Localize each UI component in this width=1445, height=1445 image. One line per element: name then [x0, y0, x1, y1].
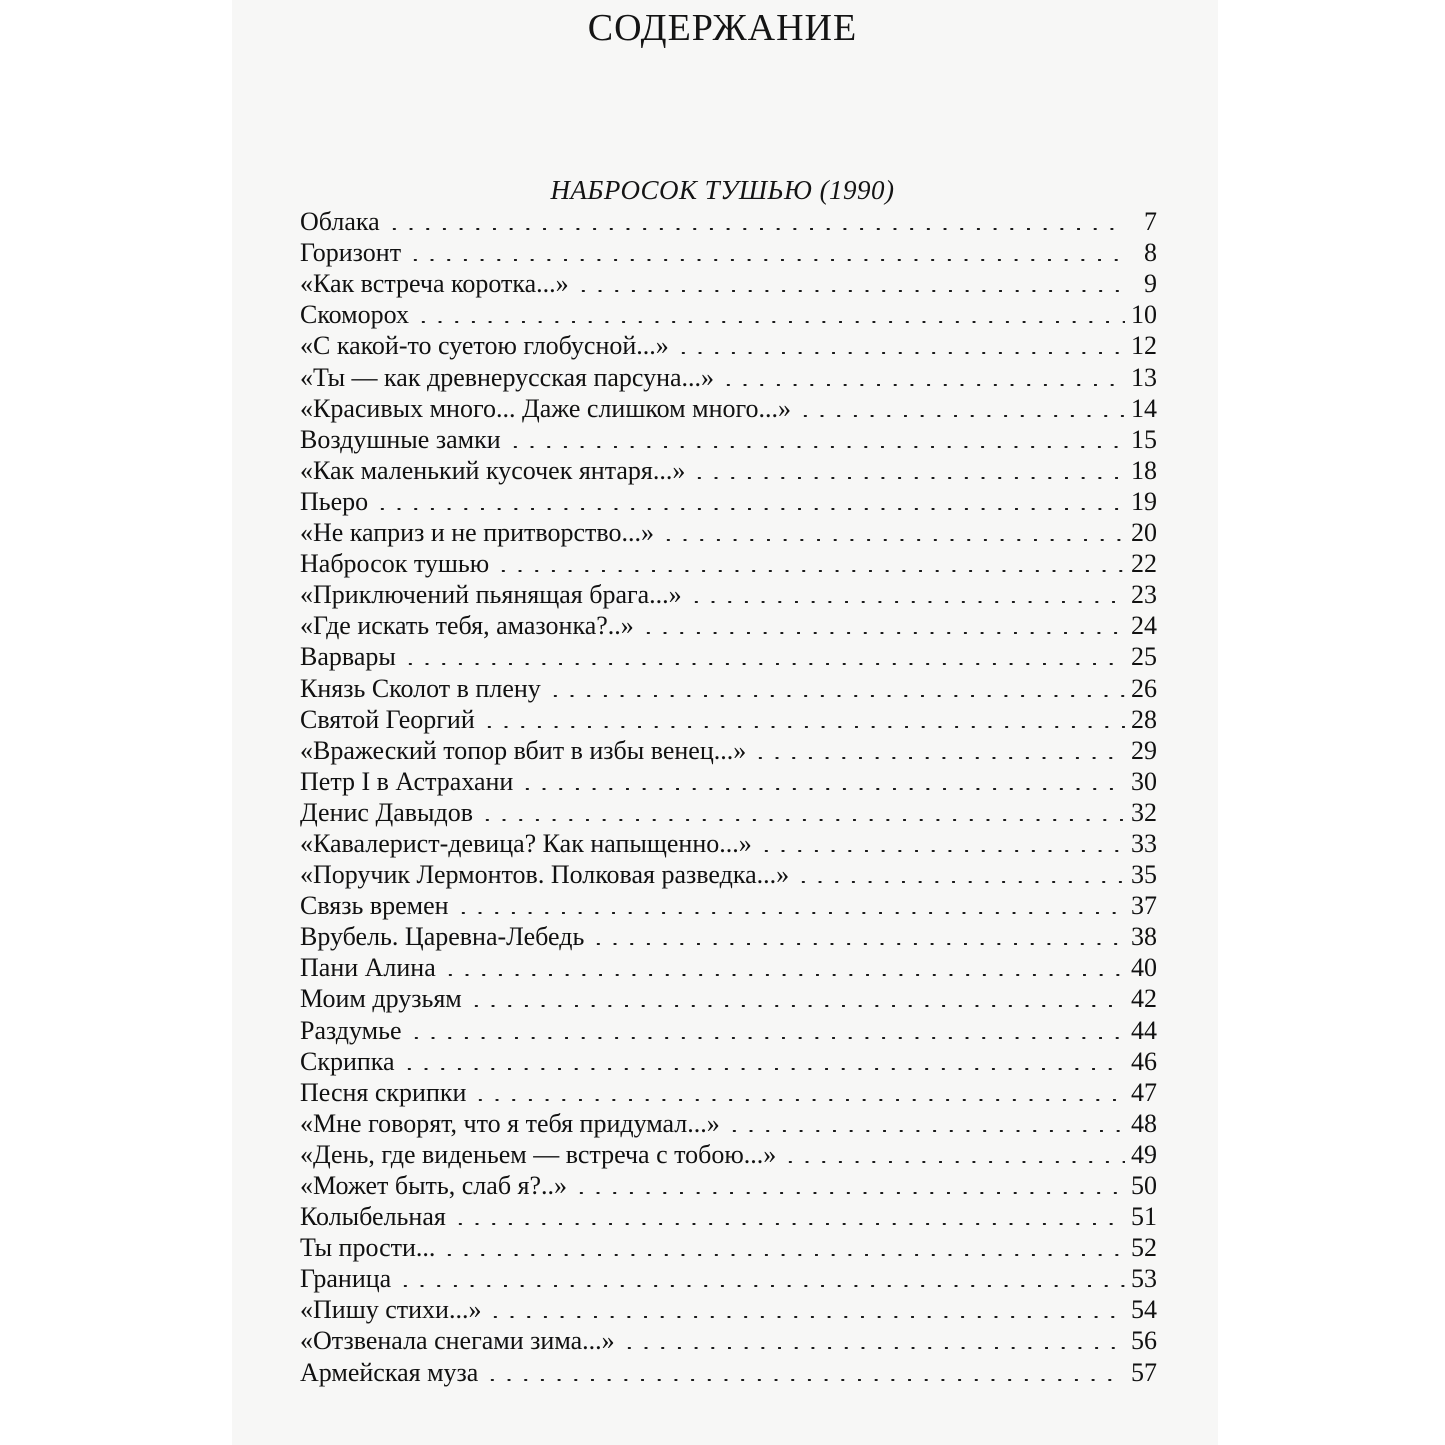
dot-leader [519, 788, 1125, 790]
toc-entry-title: «Мне говорят, что я тебя придумал...» [300, 1108, 720, 1138]
toc-entry [300, 1356, 1157, 1387]
toc-entry [300, 1139, 1157, 1170]
dot-leader [758, 850, 1125, 852]
toc-entry-page: 42 [1131, 984, 1157, 1014]
toc-entry-title: «С какой-то суетою глобусной...» [300, 331, 669, 361]
dot-leader [640, 632, 1125, 634]
dot-leader [402, 663, 1125, 665]
toc-entry-title: Петр I в Астрахани [300, 766, 514, 796]
toc-entry-page: 38 [1131, 922, 1157, 952]
toc-entry [300, 299, 1157, 330]
dot-leader [415, 321, 1125, 323]
dot-leader [590, 943, 1125, 945]
dot-leader [795, 881, 1125, 883]
toc-entry [300, 1014, 1157, 1045]
dot-leader [479, 819, 1125, 821]
toc-entry-title: Скрипка [300, 1046, 395, 1076]
toc-entry-title: Раздумье [300, 1015, 402, 1045]
dot-leader [442, 974, 1125, 976]
dot-leader [397, 1285, 1125, 1287]
dot-leader [797, 415, 1125, 417]
dot-leader [455, 912, 1125, 914]
toc-entry [300, 797, 1157, 828]
toc-entry-title: «Как встреча коротка...» [300, 269, 569, 299]
toc-entry [300, 1294, 1157, 1325]
toc-entry-title: Воздушные замки [300, 424, 501, 454]
dot-leader [573, 1192, 1125, 1194]
toc-entry-page: 15 [1131, 424, 1157, 454]
toc-entry [300, 206, 1157, 237]
toc-entry [300, 1170, 1157, 1201]
toc-entry [300, 890, 1157, 921]
toc-entry [300, 1263, 1157, 1294]
section-title: НАБРОСОК ТУШЬЮ (1990) [550, 175, 895, 205]
toc-entry-page: 7 [1144, 207, 1157, 237]
toc-entry-title: Моим друзьям [300, 984, 462, 1014]
dot-leader [752, 757, 1125, 759]
dot-leader [472, 1099, 1125, 1101]
toc-entry-page: 9 [1144, 269, 1157, 299]
toc-entry [300, 610, 1157, 641]
toc-entry [300, 983, 1157, 1014]
toc-entry-page: 20 [1131, 518, 1157, 548]
toc-entry-title: Скоморох [300, 300, 409, 330]
dot-leader [401, 1068, 1125, 1070]
dot-leader [726, 1130, 1125, 1132]
dot-leader [441, 1254, 1125, 1256]
toc-entry [300, 1077, 1157, 1108]
toc-entry-title: Горизонт [300, 238, 402, 268]
toc-entry [300, 330, 1157, 361]
toc-entry [300, 828, 1157, 859]
toc-entry [300, 735, 1157, 766]
dot-leader [484, 1379, 1125, 1381]
toc-entry-title: «Поручик Лермонтов. Полковая разведка...» [300, 860, 790, 890]
toc-entry-page: 25 [1131, 642, 1157, 672]
toc-entry-page: 56 [1131, 1326, 1157, 1356]
dot-leader [487, 1316, 1125, 1318]
toc-entry-page: 12 [1131, 331, 1157, 361]
toc-entry [300, 641, 1157, 672]
toc-entry [300, 921, 1157, 952]
toc-entry-page: 57 [1131, 1357, 1157, 1387]
toc-entry-title: Набросок тушью [300, 549, 490, 579]
toc-entry-page: 19 [1131, 486, 1157, 516]
toc-entry-title: «Может быть, слаб я?..» [300, 1171, 568, 1200]
toc-entry-title: «День, где виденьем — встреча с тобою...» [300, 1139, 777, 1169]
toc-entry-page: 8 [1144, 238, 1157, 268]
toc-entry-page: 28 [1131, 704, 1157, 734]
toc-entry-page: 49 [1131, 1139, 1157, 1169]
dot-leader [507, 446, 1125, 448]
dot-leader [408, 1037, 1125, 1039]
toc-entry-page: 18 [1131, 455, 1157, 485]
toc-entry [300, 268, 1157, 299]
dot-leader [782, 1161, 1125, 1163]
toc-entry-title: Песня скрипки [300, 1077, 467, 1107]
dot-leader [575, 290, 1125, 292]
toc-entry [300, 361, 1157, 392]
toc-entry-title: «Где искать тебя, амазонка?..» [300, 611, 634, 641]
toc-entry-page: 10 [1131, 300, 1157, 330]
toc-entry-page: 47 [1131, 1077, 1157, 1107]
toc-entry-page: 50 [1131, 1171, 1157, 1200]
toc-entry-page: 44 [1131, 1015, 1157, 1045]
toc-entry [300, 548, 1157, 579]
toc-entry-title: Армейская муза [300, 1357, 479, 1387]
toc-entry [300, 672, 1157, 703]
toc-entry [300, 1108, 1157, 1139]
dot-leader [621, 1347, 1125, 1349]
dot-leader [495, 570, 1125, 572]
toc-entry-title: Варвары [300, 642, 396, 672]
toc-entry-title: Связь времен [300, 891, 449, 921]
toc-entry-page: 32 [1131, 797, 1157, 827]
toc-entry-page: 53 [1131, 1264, 1157, 1294]
toc-entry-title: Врубель. Царевна-Лебедь [300, 922, 585, 952]
toc-entry-title: Денис Давыдов [300, 797, 473, 827]
toc-entry-page: 33 [1131, 828, 1157, 858]
dot-leader [547, 695, 1125, 697]
dot-leader [407, 259, 1125, 261]
toc-entry-title: Пьеро [300, 486, 369, 516]
toc-entry [300, 1201, 1157, 1232]
dot-leader [688, 601, 1125, 603]
toc-entry-title: «Приключений пьянящая брага...» [300, 580, 682, 610]
toc-entry [300, 1046, 1157, 1077]
toc-entry-title: Князь Сколот в плену [300, 673, 541, 703]
toc-entry [300, 579, 1157, 610]
toc-entry-title: Граница [300, 1264, 392, 1294]
toc-entry-title: «Кавалерист-девица? Как напыщенно...» [300, 828, 752, 858]
toc-entry-page: 35 [1131, 860, 1157, 890]
toc-entry-page: 54 [1131, 1295, 1157, 1325]
toc-entry-title: «Вражеский топор вбит в избы венец...» [300, 735, 747, 765]
toc-entry-title: «Пишу стихи...» [300, 1295, 482, 1325]
toc-entry [300, 859, 1157, 890]
toc-entry-title: Ты прости... [300, 1233, 436, 1263]
toc-entry [300, 393, 1157, 424]
toc-entry [300, 455, 1157, 486]
toc-entry-title: «Как маленький кусочек янтаря...» [300, 455, 686, 485]
dot-leader [452, 1223, 1125, 1225]
toc-entry-title: «Отзвенала снегами зима...» [300, 1326, 615, 1356]
toc-entry-page: 23 [1131, 580, 1157, 610]
dot-leader [386, 228, 1125, 230]
toc-entry [300, 517, 1157, 548]
toc-entry-page: 37 [1131, 891, 1157, 921]
dot-leader [468, 1005, 1125, 1007]
toc-entry-page: 40 [1131, 953, 1157, 983]
toc-entry [300, 1232, 1157, 1263]
page-number-cropped [0, 1436, 1445, 1445]
toc-entry-page: 30 [1131, 766, 1157, 796]
toc-entry-page: 48 [1131, 1108, 1157, 1138]
toc-entry [300, 952, 1157, 983]
toc-entry [300, 1325, 1157, 1356]
toc-entry [300, 486, 1157, 517]
toc-entry-page: 51 [1131, 1202, 1157, 1232]
toc-entry [300, 766, 1157, 797]
dot-leader [481, 726, 1125, 728]
table-of-contents [300, 206, 1157, 1388]
dot-leader [691, 477, 1125, 479]
toc-entry-page: 14 [1131, 393, 1157, 423]
page-title: СОДЕРЖАНИЕ [587, 7, 858, 49]
toc-entry [300, 704, 1157, 735]
toc-entry-page: 52 [1131, 1233, 1157, 1263]
dot-leader [660, 539, 1125, 541]
dot-leader [374, 508, 1125, 510]
toc-entry-title: Облака [300, 207, 380, 237]
dot-leader [675, 352, 1125, 354]
toc-entry-title: Святой Георгий [300, 704, 475, 734]
toc-entry [300, 424, 1157, 455]
toc-entry [300, 237, 1157, 268]
toc-entry-title: «Красивых много... Даже слишком много...» [300, 393, 792, 423]
toc-entry-page: 46 [1131, 1046, 1157, 1076]
toc-entry-title: «Ты — как древнерусская парсуна...» [300, 362, 715, 392]
toc-entry-page: 29 [1131, 735, 1157, 765]
toc-entry-title: «Не каприз и не притворство...» [300, 518, 655, 548]
toc-entry-page: 26 [1131, 673, 1157, 703]
toc-entry-page: 24 [1131, 611, 1157, 641]
toc-entry-page: 22 [1131, 549, 1157, 579]
toc-entry-title: Пани Алина [300, 953, 436, 983]
dot-leader [720, 384, 1125, 386]
toc-entry-page: 13 [1131, 362, 1157, 392]
toc-entry-title: Колыбельная [300, 1202, 446, 1232]
